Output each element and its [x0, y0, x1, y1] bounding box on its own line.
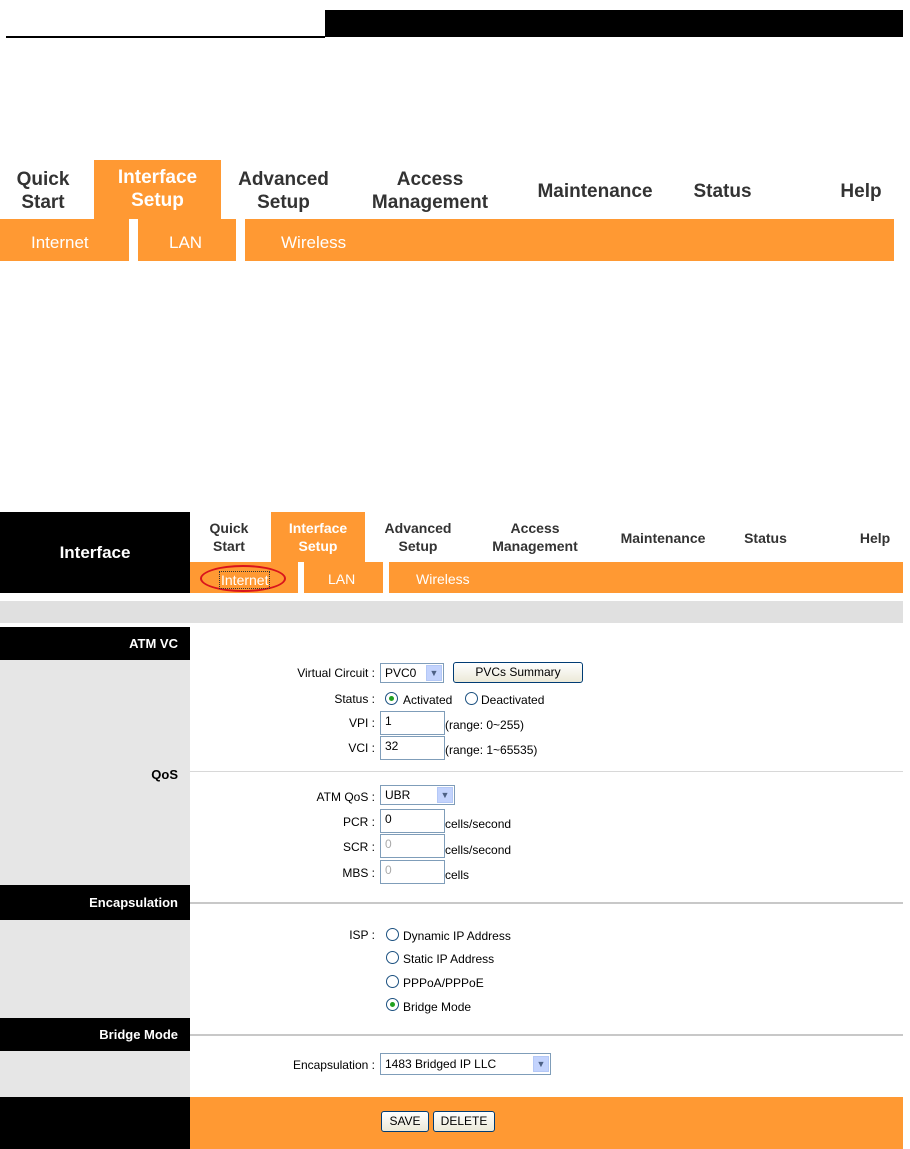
nav-maintenance[interactable]: Maintenance	[620, 530, 706, 546]
nav-status[interactable]: Status	[744, 530, 787, 546]
isp-label: ISP :	[349, 928, 375, 942]
big-sub-nav-separator	[236, 219, 245, 261]
big-sub-nav-separator	[129, 219, 138, 261]
sub-nav-lan[interactable]: LAN	[328, 571, 356, 587]
status-activated-label: Activated	[403, 693, 453, 707]
nav-help[interactable]: Help	[859, 530, 891, 546]
big-nav-status[interactable]: Status	[693, 181, 752, 202]
document-header-rule	[6, 36, 325, 38]
big-nav-interface-setup[interactable]: Interface Setup	[94, 160, 221, 219]
bridge-encapsulation-select[interactable]: 1483 Bridged IP LLC ▼	[380, 1053, 551, 1075]
nav-quick-start[interactable]: Quick Start	[209, 520, 249, 554]
virtual-circuit-select[interactable]: PVC0 ▼	[380, 663, 444, 683]
atm-qos-label: ATM QoS :	[316, 790, 375, 804]
big-nav-maintenance[interactable]: Maintenance	[537, 181, 653, 202]
chevron-down-icon: ▼	[426, 665, 442, 681]
pvcs-summary-button[interactable]: PVCs Summary	[453, 662, 583, 683]
status-deactivated-label: Deactivated	[481, 693, 545, 707]
mbs-label: MBS :	[342, 866, 375, 880]
pcr-unit: cells/second	[445, 817, 512, 831]
vci-label: VCI :	[348, 741, 375, 755]
sub-nav-separator	[298, 562, 304, 593]
mbs-unit: cells	[445, 868, 470, 882]
big-nav-quick-start[interactable]: Quick Start	[16, 169, 70, 213]
isp-static-ip-label: Static IP Address	[403, 952, 495, 966]
big-sub-nav-internet[interactable]: Internet	[31, 233, 89, 252]
scr-unit: cells/second	[445, 843, 512, 857]
big-nav-help[interactable]: Help	[840, 181, 882, 202]
content-top-strip	[0, 601, 903, 623]
status-label: Status :	[334, 692, 375, 706]
isp-dynamic-ip-radio[interactable]	[386, 928, 399, 941]
big-nav-access-management[interactable]: Access Management	[371, 169, 489, 213]
isp-pppoa-pppoe-radio[interactable]	[386, 975, 399, 988]
virtual-circuit-label: Virtual Circuit :	[297, 666, 375, 680]
mbs-input[interactable]: 0	[380, 860, 445, 884]
atm-qos-select[interactable]: UBR ▼	[380, 785, 455, 805]
vpi-range: (range: 0~255)	[445, 718, 525, 732]
isp-bridge-mode-label: Bridge Mode	[403, 1000, 472, 1014]
big-nav-advanced-setup[interactable]: Advanced Setup	[238, 169, 329, 213]
scr-input[interactable]: 0	[380, 834, 445, 858]
bridge-mode-divider	[190, 1034, 903, 1036]
save-button[interactable]: SAVE	[381, 1111, 429, 1132]
scr-label: SCR :	[342, 840, 375, 854]
isp-pppoa-pppoe-label: PPPoA/PPPoE	[403, 976, 484, 990]
atm-vc-heading: ATM VC	[0, 627, 190, 660]
isp-dynamic-ip-label: Dynamic IP Address	[403, 929, 511, 943]
vci-input[interactable]: 32	[380, 736, 445, 760]
footer-action-bar	[190, 1097, 903, 1149]
footer-left-cell	[0, 1097, 190, 1149]
sub-nav-wireless[interactable]: Wireless	[416, 571, 470, 587]
chevron-down-icon: ▼	[437, 787, 453, 803]
sub-nav-bar	[190, 562, 903, 593]
left-panel-bridge	[0, 1051, 190, 1097]
left-panel-encapsulation	[0, 920, 190, 1018]
big-sub-nav-wireless[interactable]: Wireless	[281, 233, 347, 252]
section-title: Interface	[0, 512, 190, 593]
isp-bridge-mode-radio[interactable]	[386, 998, 399, 1011]
status-activated-radio[interactable]	[385, 692, 398, 705]
encapsulation-divider	[190, 902, 903, 904]
vci-range: (range: 1~65535)	[445, 743, 538, 757]
delete-button[interactable]: DELETE	[433, 1111, 495, 1132]
bridge-mode-heading: Bridge Mode	[0, 1018, 190, 1051]
encapsulation-heading: Encapsulation	[0, 885, 190, 920]
vpi-input[interactable]: 1	[380, 711, 445, 735]
pcr-input[interactable]: 0	[380, 809, 445, 833]
big-sub-nav-lan[interactable]: LAN	[169, 233, 203, 252]
pcr-label: PCR :	[342, 815, 375, 829]
vpi-label: VPI :	[348, 716, 375, 730]
chevron-down-icon: ▼	[533, 1056, 549, 1072]
sub-nav-separator	[383, 562, 389, 593]
qos-heading: QoS	[151, 767, 178, 782]
document-header-bar	[325, 10, 903, 37]
qos-divider	[190, 771, 903, 772]
isp-static-ip-radio[interactable]	[386, 951, 399, 964]
bridge-encapsulation-label: Encapsulation :	[292, 1058, 375, 1072]
nav-access-management[interactable]: Access Management	[492, 520, 578, 554]
nav-interface-setup[interactable]: Interface Setup	[271, 512, 365, 562]
status-deactivated-radio[interactable]	[465, 692, 478, 705]
nav-advanced-setup[interactable]: Advanced Setup	[384, 520, 452, 554]
sub-nav-internet[interactable]: Internet	[221, 572, 269, 588]
